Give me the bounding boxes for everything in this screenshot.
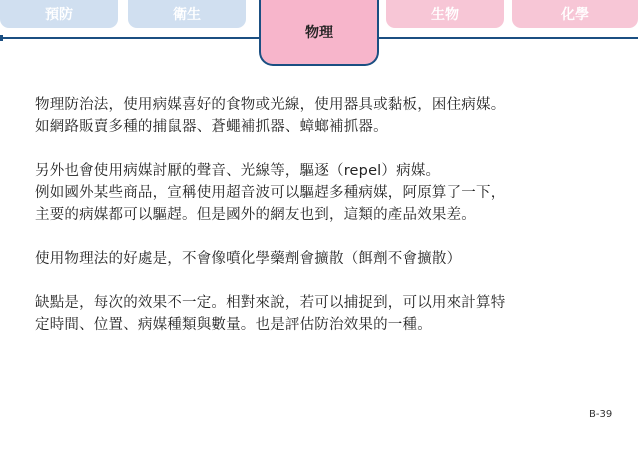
top-tab-bar xyxy=(0,0,638,40)
tab-physical-active[interactable]: 物理 xyxy=(259,0,379,66)
tab-bar-rule-right xyxy=(379,37,638,39)
text-line: 物理防治法，使用病媒喜好的食物或光線，使用器具或黏板，困住病媒。 xyxy=(35,97,506,113)
page-number: B-39 xyxy=(589,409,613,420)
slide-body xyxy=(35,94,625,358)
tab-chemical[interactable]: 化學 xyxy=(512,0,638,28)
text-line: 例如國外某些商品，宣稱使用超音波可以驅趕多種病媒，阿原算了一下， xyxy=(35,185,506,201)
text-line: 主要的病媒都可以驅趕。但是國外的網友也到，這類的產品效果差。 xyxy=(35,207,476,223)
tab-biological[interactable]: 生物 xyxy=(386,0,504,28)
text-line: 另外也會使用病媒討厭的聲音、光線等，驅逐（repel）病媒。 xyxy=(35,163,441,179)
text-line: 缺點是，每次的效果不一定。相對來說，若可以捕捉到，可以用來計算特 xyxy=(35,295,506,311)
paragraph-physical-methods xyxy=(35,94,625,138)
paragraph-advantage xyxy=(35,248,625,270)
paragraph-disadvantage xyxy=(35,292,625,336)
tab-bar-edge-marker xyxy=(0,35,3,41)
tab-prevention[interactable]: 預防 xyxy=(0,0,118,28)
tab-hygiene[interactable]: 衛生 xyxy=(128,0,246,28)
text-line: 使用物理法的好處是，不會像噴化學藥劑會擴散（餌劑不會擴散） xyxy=(35,251,462,267)
text-line: 如網路販賣多種的捕鼠器、蒼蠅補抓器、蟑螂補抓器。 xyxy=(35,119,388,135)
tab-bar-rule-left xyxy=(0,37,259,39)
text-line: 定時間、位置、病媒種類與數量。也是評估防治效果的一種。 xyxy=(35,317,432,333)
paragraph-repel xyxy=(35,160,625,226)
